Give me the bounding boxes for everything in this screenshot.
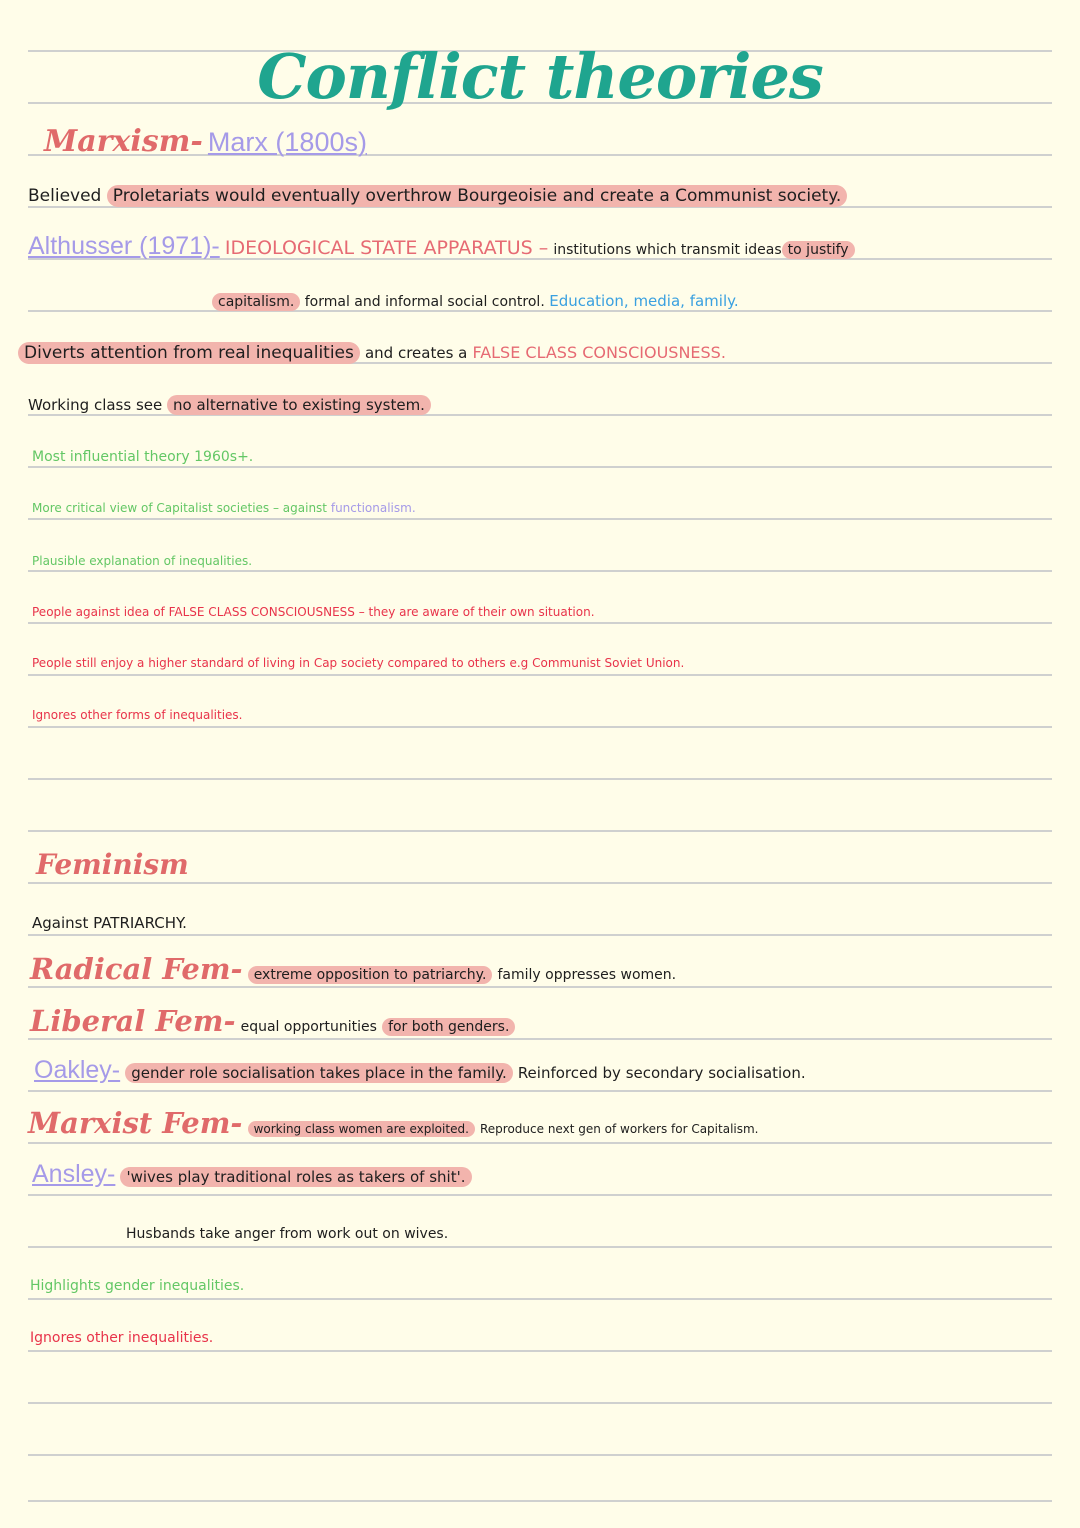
rule-line bbox=[28, 1090, 1052, 1092]
radical-fem-row bbox=[30, 952, 676, 986]
strength-1: Most influential theory 1960s+. bbox=[32, 449, 254, 465]
ansley-author: Ansley- bbox=[32, 1160, 116, 1188]
marxist-fem-row bbox=[28, 1106, 759, 1140]
strength-text: More critical view of Capitalist societies – against bbox=[32, 501, 328, 515]
rule-line bbox=[28, 674, 1052, 676]
rule-line bbox=[28, 726, 1052, 728]
radical-fem-heading: Radical Fem- bbox=[30, 952, 243, 986]
ansley-line-2: Husbands take anger from work out on wives. bbox=[126, 1226, 449, 1242]
marxism-line-5 bbox=[28, 396, 431, 414]
highlight: gender role socialisation takes place in the family. bbox=[125, 1063, 512, 1083]
feminism-intro: Against PATRIARCHY. bbox=[32, 914, 187, 932]
rule-line bbox=[28, 1246, 1052, 1248]
examples: Education, media, family. bbox=[549, 292, 739, 310]
feminism-weakness: Ignores other inequalities. bbox=[30, 1330, 214, 1346]
rule-line bbox=[28, 310, 1052, 312]
line-text: formal and informal social control. bbox=[304, 294, 545, 310]
ansley-row bbox=[32, 1160, 472, 1189]
line-lead: Believed bbox=[28, 186, 102, 206]
highlight: to justify bbox=[782, 241, 855, 259]
rule-line bbox=[28, 778, 1052, 780]
line-text: family oppresses women. bbox=[497, 967, 677, 983]
rule-line bbox=[28, 1298, 1052, 1300]
line-text: Reinforced by secondary socialisation. bbox=[517, 1064, 806, 1082]
highlight: extreme opposition to patriarchy. bbox=[248, 966, 493, 984]
weakness-1: People against idea of FALSE CLASS CONSCIOUSNESS – they are aware of their own situation. bbox=[32, 605, 595, 619]
marxist-fem-heading: Marxist Fem- bbox=[28, 1106, 243, 1140]
highlight: 'wives play traditional roles as takers of shit'. bbox=[120, 1167, 471, 1187]
rule-line bbox=[28, 1350, 1052, 1352]
weakness-2: People still enjoy a higher standard of living in Cap society compared to others e.g Communist Soviet Union. bbox=[32, 656, 685, 670]
false-class-term: FALSE CLASS CONSCIOUSNESS. bbox=[472, 343, 726, 362]
feminism-heading: Feminism bbox=[36, 848, 189, 881]
rule-line bbox=[28, 934, 1052, 936]
strength-3: Plausible explanation of inequalities. bbox=[32, 554, 253, 568]
rule-line bbox=[28, 622, 1052, 624]
althusser-author: Althusser (1971)- bbox=[28, 232, 220, 260]
strength-2 bbox=[32, 501, 416, 515]
rule-line bbox=[28, 1500, 1052, 1502]
rule-line bbox=[28, 986, 1052, 988]
rule-line bbox=[28, 830, 1052, 832]
highlight: for both genders. bbox=[382, 1018, 515, 1036]
rule-line bbox=[28, 1454, 1052, 1456]
marxism-heading: Marxism- bbox=[44, 124, 203, 159]
marxism-line-1 bbox=[28, 186, 847, 206]
line-text: equal opportunities bbox=[240, 1019, 377, 1035]
feminism-strength: Highlights gender inequalities. bbox=[30, 1278, 245, 1294]
isa-term: IDEOLOGICAL STATE APPARATUS – bbox=[224, 237, 549, 259]
rule-line bbox=[28, 1194, 1052, 1196]
rule-line bbox=[28, 882, 1052, 884]
line-lead: Working class see bbox=[28, 396, 163, 414]
page-title: Conflict theories bbox=[257, 40, 823, 113]
rule-line bbox=[28, 466, 1052, 468]
marxism-heading-row bbox=[44, 124, 367, 159]
line-text: and creates a bbox=[364, 344, 468, 362]
rule-line bbox=[28, 1402, 1052, 1404]
line-text: institutions which transmit ideas bbox=[553, 242, 782, 258]
highlight: capitalism. bbox=[212, 293, 300, 311]
marxism-line-4 bbox=[18, 343, 726, 363]
highlight: working class women are exploited. bbox=[248, 1121, 475, 1137]
marxism-line-2 bbox=[28, 232, 855, 261]
liberal-fem-row bbox=[30, 1004, 515, 1038]
marxism-author: Marx (1800s) bbox=[207, 127, 367, 157]
marxism-line-3 bbox=[212, 292, 739, 310]
oakley-row bbox=[34, 1056, 806, 1085]
rule-line bbox=[28, 570, 1052, 572]
highlight: Proletariats would eventually overthrow Bourgeoisie and create a Communist society. bbox=[107, 185, 848, 207]
rule-line bbox=[28, 518, 1052, 520]
weakness-3: Ignores other forms of inequalities. bbox=[32, 708, 243, 722]
line-text: Reproduce next gen of workers for Capitalism. bbox=[479, 1122, 759, 1136]
oakley-author: Oakley- bbox=[34, 1056, 121, 1084]
highlight: Diverts attention from real inequalities bbox=[18, 342, 360, 364]
rule-line bbox=[28, 1142, 1052, 1144]
liberal-fem-heading: Liberal Fem- bbox=[30, 1004, 236, 1038]
highlight: no alternative to existing system. bbox=[167, 395, 431, 415]
rule-line bbox=[28, 1038, 1052, 1040]
strength-tail: functionalism. bbox=[330, 501, 416, 515]
